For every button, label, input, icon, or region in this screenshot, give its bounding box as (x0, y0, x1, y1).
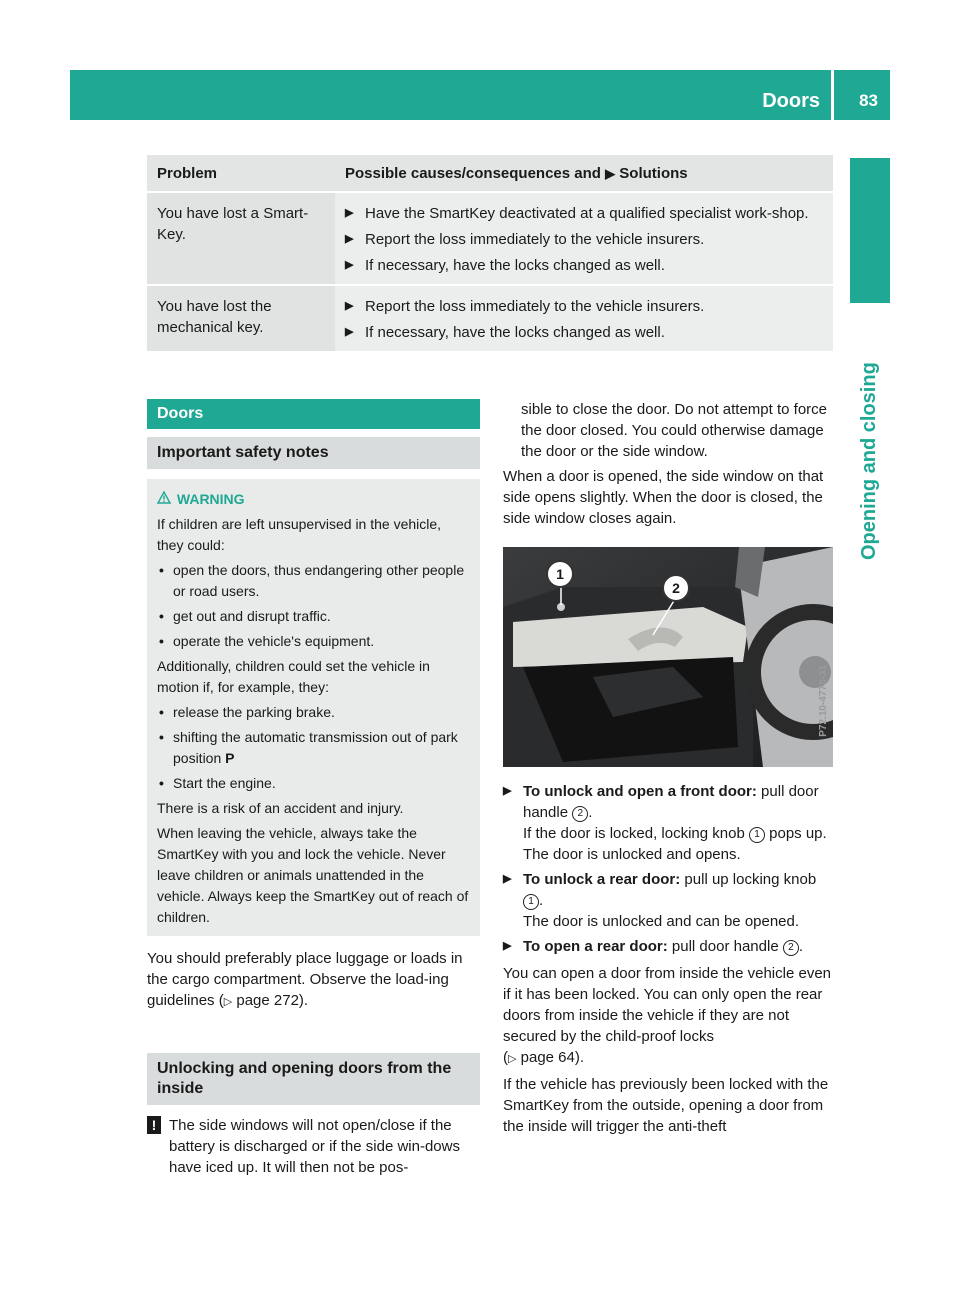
left-column (147, 399, 480, 1178)
right-column-lower (503, 781, 835, 1137)
exclamation-icon: ! (147, 1116, 161, 1134)
col-solutions-suffix: Solutions (619, 164, 688, 182)
step-text: The door is unlocked and can be opened. (523, 913, 800, 930)
problem-cell: You have lost a Smart-Key. (147, 192, 335, 285)
inside-paragraph: You can open a door from inside the vehicle even if it has been locked. You can only open the rear doors from inside the vehicle if they are not secured by the child-proof locks (▷ page 64). (503, 965, 832, 1066)
side-chapter-label: Opening and closing (858, 362, 880, 560)
warning-box (147, 479, 480, 936)
callout-1-icon: 1 (749, 827, 765, 843)
warning-mid: Additionally, children could set the vehicle in motion if, for example, they: (157, 658, 430, 695)
park-position-letter: P (225, 750, 235, 766)
col-solutions-prefix: Possible causes/consequences and (345, 164, 601, 182)
col-problem: Problem (147, 155, 335, 192)
step-label: To open a rear door: (523, 938, 668, 955)
inside-text: You can open a door from inside the vehicle even if it has been locked. You can only open the rear doors from inside the vehicle if they are not secured by the child-proof locks (503, 965, 832, 1045)
warning-title: WARNING (176, 491, 245, 507)
window-paragraph: When a door is opened, the side window on that side opens slightly. When the door is closed, the side window closes again. (503, 468, 824, 527)
step-label: To unlock a rear door: (523, 871, 681, 888)
step-text: pull up locking knob (684, 871, 817, 888)
list-item-text: shifting the automatic transmission out of park position (173, 729, 458, 766)
problem-cell: You have lost the mechanical key. (147, 285, 335, 351)
action-item: ▶ Report the loss immediately to the vehicle insurers. (345, 229, 823, 250)
list-item: • get out and disrupt traffic. (157, 606, 470, 627)
page-link[interactable]: page 64). (520, 1049, 585, 1066)
warning-intro: If children are left unsupervised in the vehicle, they could: (157, 516, 442, 553)
note-continuation: sible to close the door. Do not attempt to force the door closed. You could otherwise damage the door or the side window. (521, 401, 828, 460)
warning-closing: When leaving the vehicle, always take the SmartKey with you and lock the vehicle. Never leave children or animals unattended in the vehicle. Always keep the SmartKey out of reach of children. (157, 825, 469, 925)
list-item: • Start the engine. (157, 773, 470, 794)
action-item: ▶ Have the SmartKey deactivated at a qualified specialist work-shop. (345, 203, 823, 224)
luggage-paragraph (147, 948, 480, 1013)
note-paragraph (147, 1115, 480, 1178)
step-rear-door-open: ▶ To open a rear door: pull door handle 2 . (503, 936, 835, 957)
step-text: pull door handle (523, 783, 819, 821)
list-item: • release the parking brake. (157, 702, 470, 723)
step-rear-door-unlock: ▶ To unlock a rear door: pull up locking knob 1 . The door is unlocked and can be opened. (503, 869, 835, 932)
doors-heading: Doors (147, 399, 480, 429)
page-number: 83 (859, 91, 878, 110)
solution-cell (335, 285, 833, 351)
step-text: pull door handle (671, 938, 779, 955)
step-front-door: ▶ To unlock and open a front door: pull door handle 2 . If the door is locked, locking knob 1 pops up. The door is unlocked and opens. (503, 781, 835, 865)
unlocking-heading: Unlocking and opening doors from the inside (147, 1053, 480, 1105)
step-label: To unlock and open a front door: (523, 783, 757, 800)
list-item: • open the doors, thus endangering other people or road users. (157, 560, 470, 602)
page-link[interactable]: page 272). (236, 992, 309, 1009)
action-item: ▶ If necessary, have the locks changed as well. (345, 255, 823, 276)
page-ref-icon: ▷ (223, 996, 233, 1008)
door-interior-photo (503, 547, 833, 767)
table-header-row (147, 155, 833, 192)
header-divider (831, 70, 834, 120)
page-ref-icon: ▷ (508, 1053, 517, 1065)
action-item: ▶ If necessary, have the locks changed as well. (345, 322, 823, 343)
problem-solution-table (147, 155, 833, 351)
image-code: P72.10-4778-31 (818, 665, 829, 737)
callout-2: 2 (662, 574, 690, 602)
side-tab (850, 158, 890, 303)
col-solutions (335, 155, 833, 192)
callout-2-icon: 2 (783, 940, 799, 956)
callout-1: 1 (546, 560, 574, 588)
step-text: pops up. The door is unlocked and opens. (523, 825, 827, 863)
warning-icon (157, 489, 173, 510)
list-item: • operate the vehicle's equipment. (157, 631, 470, 652)
list-item (157, 727, 470, 769)
warning-risk: There is a risk of an accident and injury. (157, 800, 404, 816)
arrow-icon: ▶ (605, 165, 616, 181)
solution-cell (335, 192, 833, 285)
theft-paragraph: If the vehicle has previously been locked with the SmartKey from the outside, opening a door from the inside will trigger the anti-theft (503, 1076, 829, 1135)
step-text: If the door is locked, locking knob (523, 825, 745, 842)
action-item: ▶ Report the loss immediately to the vehicle insurers. (345, 296, 823, 317)
callout-1-icon: 1 (523, 894, 539, 910)
luggage-text: You should preferably place luggage or loads in the cargo compartment. Observe the load-ing guidelines ( (147, 950, 463, 1009)
note-text: The side windows will not open/close if the battery is discharged or if the side win-dows have iced up. It will then not be pos- (169, 1117, 460, 1176)
table-row (147, 285, 833, 351)
right-column (503, 399, 835, 529)
callout-2-icon: 2 (572, 806, 588, 822)
section-title: Doors (762, 90, 820, 112)
safety-notes-heading: Important safety notes (147, 437, 480, 469)
page-header (70, 70, 890, 120)
table-row (147, 192, 833, 285)
